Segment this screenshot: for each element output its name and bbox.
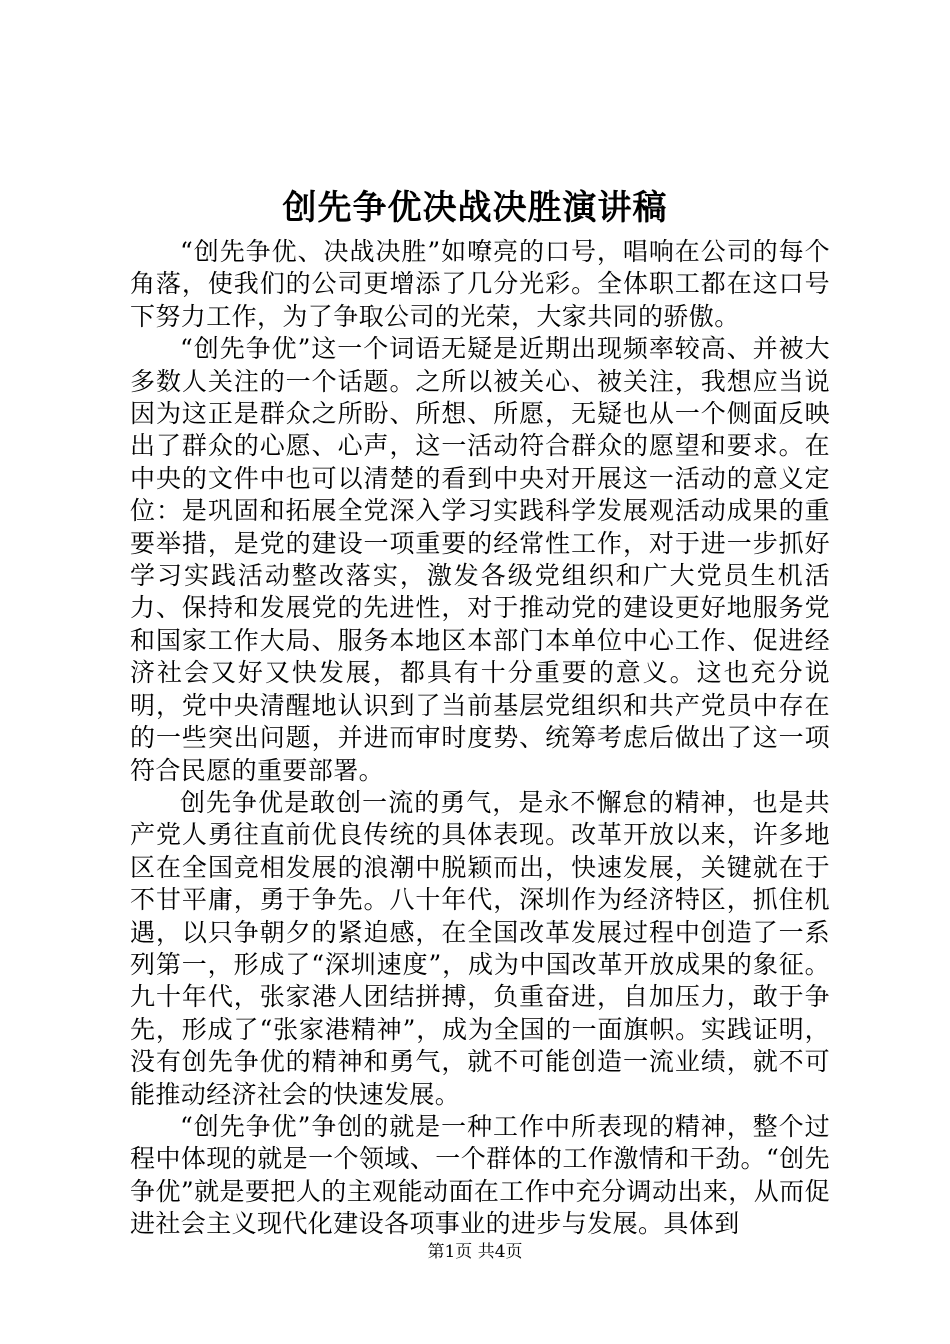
paragraph-2: “创先争优”这一个词语无疑是近期出现频率较高、并被大多数人关注的一个话题。之所以被关心、被关注，我想应当说因为这正是群众之所盼、所想、所愿，无疑也从一个侧面反映出了群众的心愿、心声，这一活动符合群众的愿望和要求。在中央的文件中也可以清楚的看到中央对开展这一活动的意义定位：是巩固和拓展全党深入学习实践科学发展观活动成果的重要举措，是党的建设一项重要的经常性工作，对于进一步抓好学习实践活动整改落实，激发各级党组织和广大党员生机活力、保持和发展党的先进性，对于推动党的建设更好地服务党和国家工作大局、服务本地区本部门本单位中心工作、促进经济社会又好又快发展，都具有十分重要的意义。这也充分说明，党中央清醒地认识到了当前基层党组织和共产党员中存在的一些突出问题，并进而审时度势、统筹考虑后做出了这一项符合民愿的重要部署。 bbox=[130, 334, 830, 785]
document-title: 创先争优决战决胜演讲稿 bbox=[282, 188, 668, 228]
paragraph-3: 创先争优是敢创一流的勇气，是永不懈怠的精神，也是共产党人勇往直前优良传统的具体表现。改革开放以来，许多地区在全国竞相发展的浪潮中脱颖而出，快速发展，关键就在于不甘平庸，勇于争先。八十年代，深圳作为经济特区，抓住机遇，以只争朝夕的紧迫感，在全国改革发展过程中创造了一系列第一，形成了“深圳速度”，成为中国改革开放成果的象征。九十年代，张家港人团结拼搏，负重奋进，自加压力，敢于争先，形成了“张家港精神”，成为全国的一面旗帜。实践证明，没有创先争优的精神和勇气，就不可能创造一流业绩，就不可能推动经济社会的快速发展。 bbox=[130, 787, 830, 1109]
paragraph-1: “创先争优、决战决胜”如嘹亮的口号，唱响在公司的每个角落，使我们的公司更增添了几分光彩。全体职工都在这口号下努力工作，为了争取公司的光荣，大家共同的骄傲。 bbox=[130, 237, 830, 331]
paragraph-4: “创先争优”争创的就是一种工作中所表现的精神，整个过程中体现的就是一个领域、一个群体的工作激情和干劲。“创先争优”就是要把人的主观能动面在工作中充分调动出来，从而促进社会主义现代化建设各项事业的进步与发展。具体到 bbox=[130, 1111, 830, 1239]
document-body bbox=[130, 236, 830, 1241]
page-number-footer: 第1页 共4页 bbox=[427, 1242, 523, 1262]
